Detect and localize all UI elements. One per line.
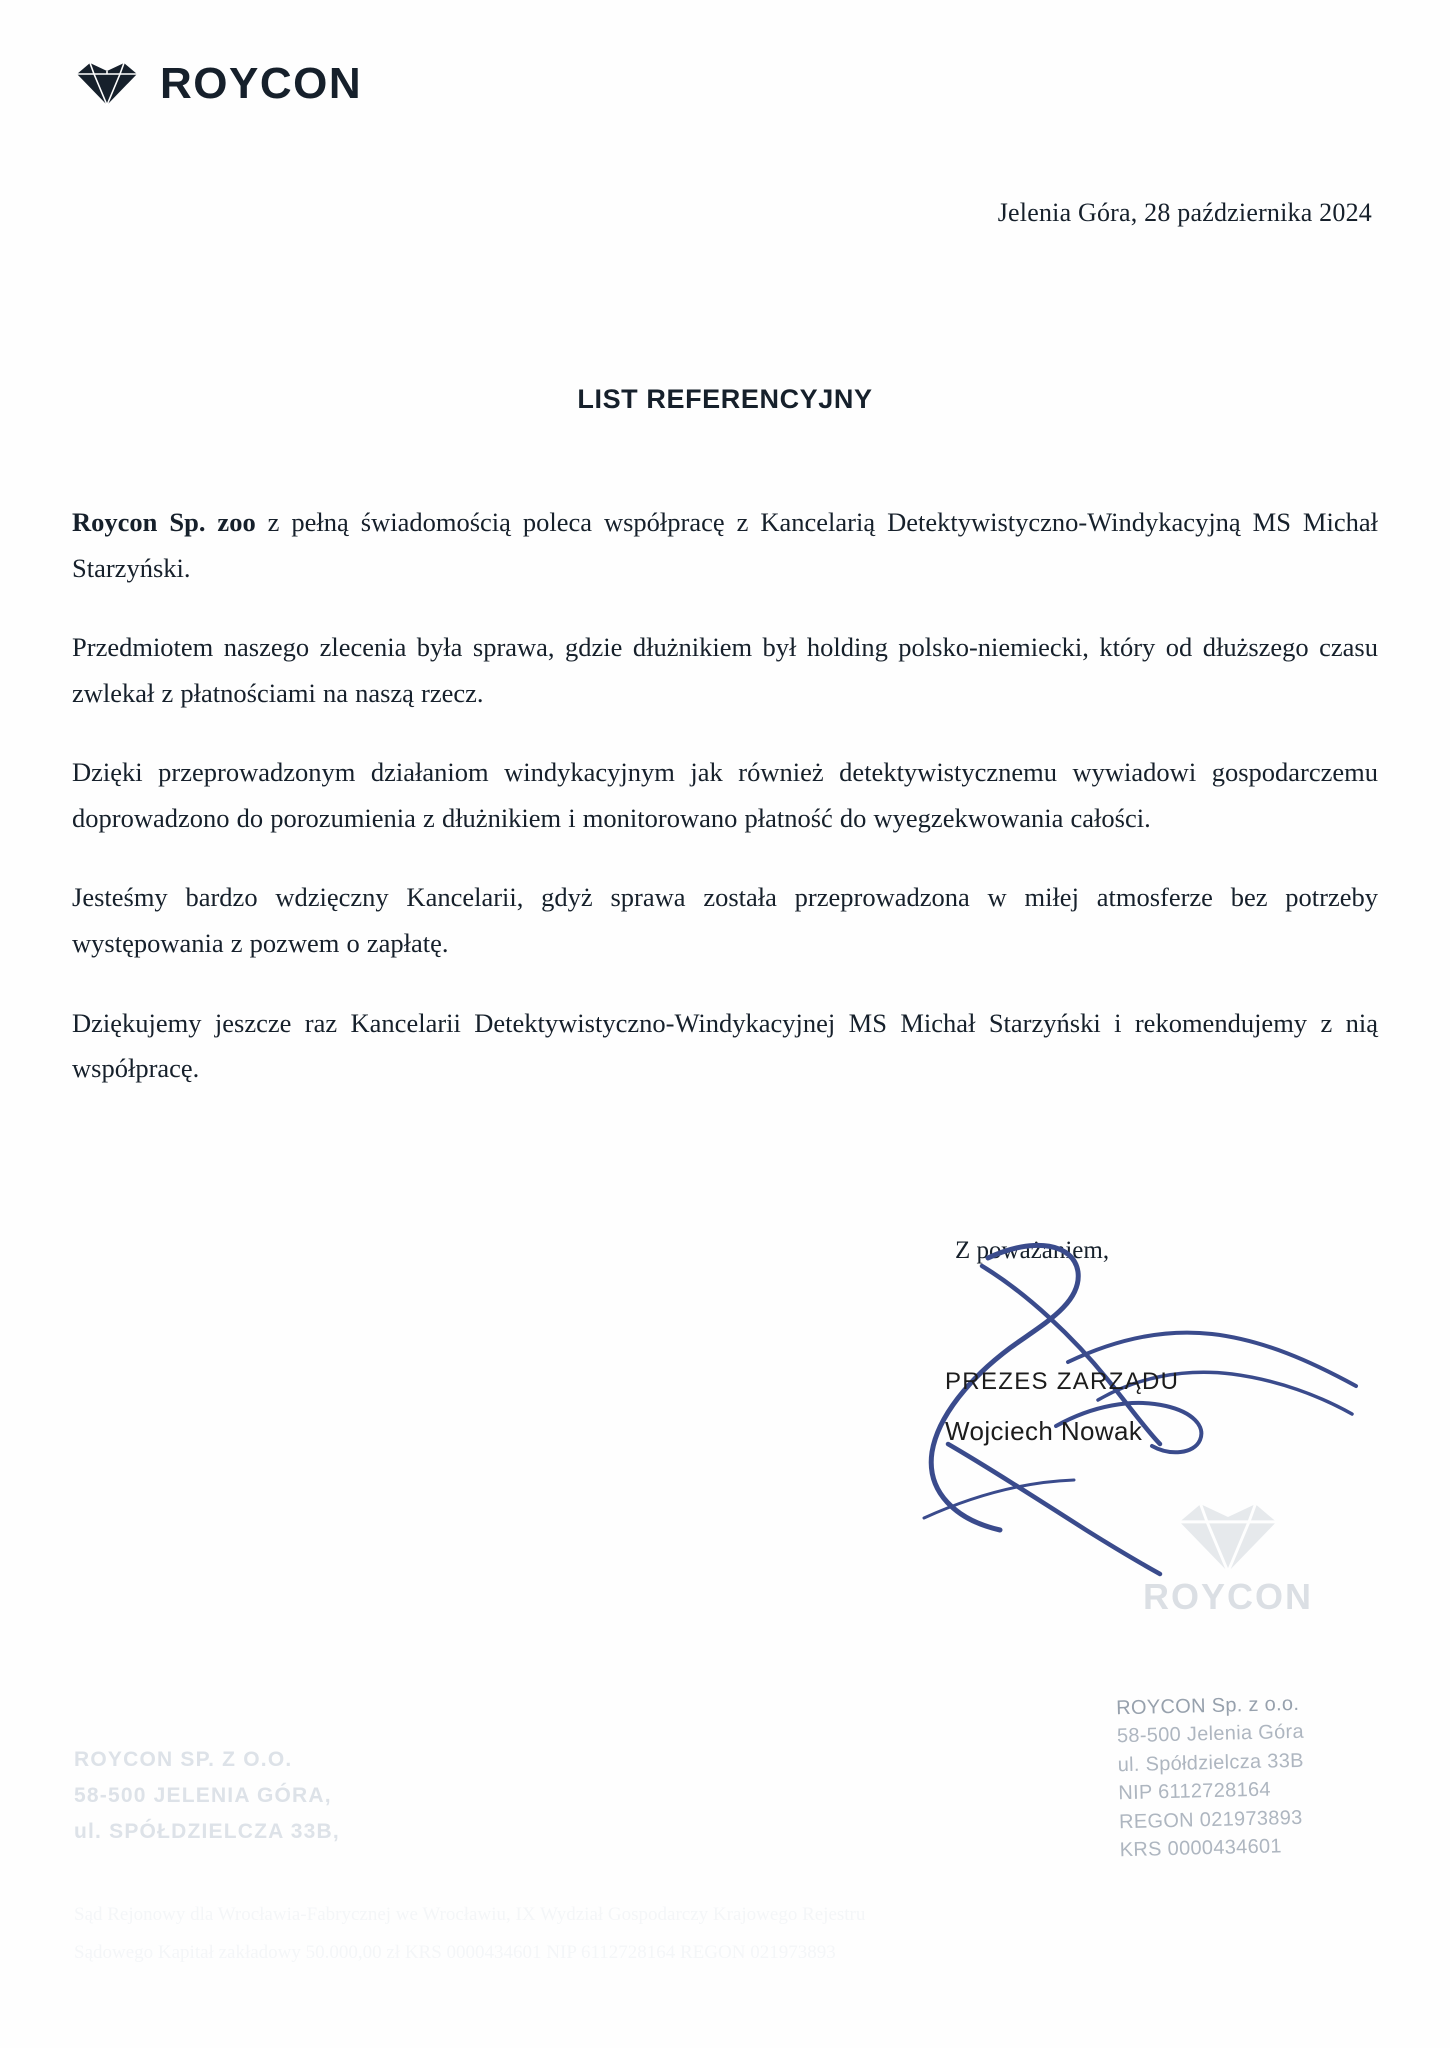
footer-address (74, 1742, 340, 1850)
document-title: LIST REFERENCYJNY (577, 384, 873, 414)
stamp-line-krs: KRS 0000434601 (1119, 1835, 1283, 1862)
paragraph-2: Przedmiotem naszego zlecenia była sprawa, gdzie dłużnikiem był holding polsko-niemiecki, który od dłuższego czasu zwlekał z płatnościami na naszą rzecz. (72, 632, 1378, 708)
company-logo (76, 59, 363, 108)
paragraph-1 (72, 500, 1378, 591)
closing-salutation: Z poważaniem, (955, 1237, 1110, 1264)
legal-line-2: Sądowego Kapitał zakładowy 50.000,00 zł KRS 0000434601 NIP 6112728164 REGON 021973893 (74, 1942, 836, 1963)
paragraph-5: Dziękujemy jeszcze raz Kancelarii Detektywistyczno-Windykacyjnej MS Michał Starzyński i rekomendujemy z nią współpracę. (72, 1007, 1378, 1084)
logo-stamp-text: ROYCON (1142, 1576, 1313, 1617)
stamp-line-postcode-city: 58-500 Jelenia Góra (1116, 1721, 1305, 1748)
footer-street: ul. SPÓŁDZIELCZA 33B, (74, 1820, 340, 1844)
stamp-line-nip: NIP 6112728164 (1118, 1778, 1272, 1805)
signatory-role: PREZES ZARZĄDU (945, 1368, 1180, 1395)
legal-registration-text (74, 1896, 1364, 1972)
letter-body (72, 500, 1378, 1092)
stamp-line-street: ul. Spółdzielcza 33B (1117, 1749, 1304, 1777)
stamp-line-company: ROYCON Sp. z o.o. (1116, 1692, 1300, 1720)
paragraph-1-text: z pełną świadomością poleca współpracę z Kancelarią Detektywistyczno-Windykacyjną MS Michał Starzyński. (72, 507, 1378, 583)
logo-stamp (1128, 1502, 1328, 1618)
legal-line-1: Sąd Rejonowy dla Wrocławia-Fabrycznej we Wrocławiu, IX Wydział Gospodarczy Krajowego Rejestru (74, 1904, 866, 1925)
footer-city: 58-500 JELENIA GÓRA, (74, 1784, 332, 1808)
stamp-line-regon: REGON 021973893 (1118, 1806, 1303, 1833)
date-line: Jelenia Góra, 28 października 2024 (997, 198, 1372, 227)
company-rubber-stamp (1116, 1690, 1307, 1865)
diamond-gem-icon (1128, 1502, 1328, 1574)
paragraph-1-lead: Roycon Sp. zoo (72, 507, 256, 537)
paragraph-4: Jesteśmy bardzo wdzięczny Kancelarii, gdyż sprawa została przeprowadzona w miłej atmosferze bez potrzeby występowania z pozwem o zapłatę. (72, 882, 1378, 959)
company-logo-text: ROYCON (160, 59, 363, 108)
paragraph-3: Dzięki przeprowadzonym działaniom windykacyjnym jak również detektywistycznemu wywiadowi gospodarczemu doprowadzono do porozumienia z dłużnikiem i monitorowano płatność do wyegzekwowania całości. (72, 757, 1378, 833)
footer-company-name: ROYCON SP. Z O.O. (74, 1748, 293, 1771)
diamond-gem-icon (76, 62, 138, 106)
signature-block (945, 1364, 1179, 1451)
signatory-name: Wojciech Nowak (945, 1416, 1143, 1446)
